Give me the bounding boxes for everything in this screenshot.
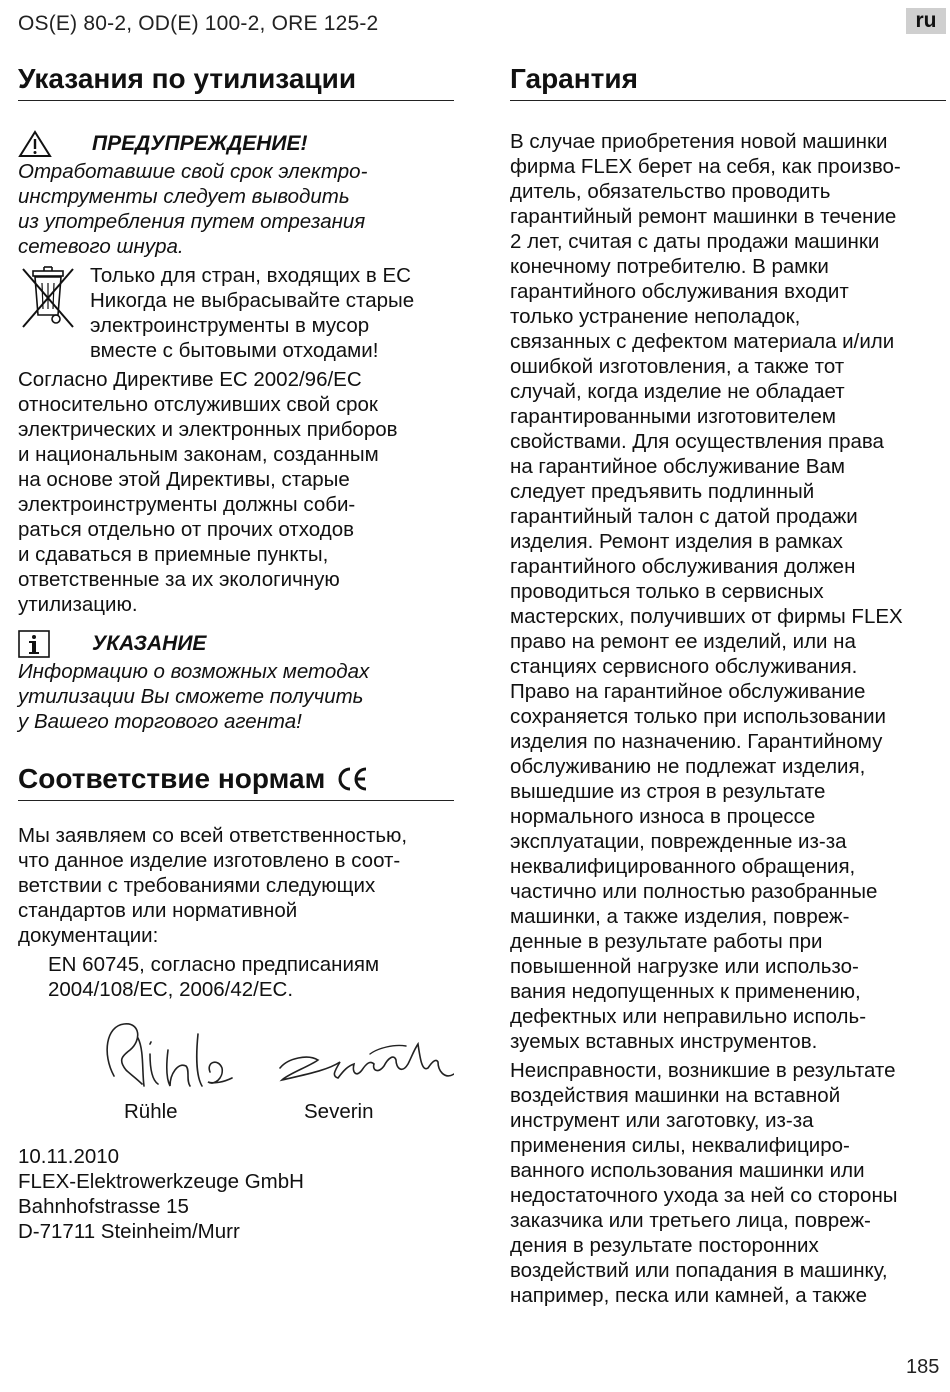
text-line: дитель, обязательство проводить (510, 180, 831, 203)
text-line: документации: (18, 924, 159, 947)
text-line: 2004/108/EC, 2006/42/EC. (48, 978, 294, 1001)
text-line: сохраняется только при использовании (510, 705, 886, 728)
text-line: воздействий или попадания в машинку, (510, 1259, 888, 1282)
text-line: из употребления путем отрезания (18, 210, 366, 233)
info-icon (18, 630, 52, 658)
text-line: Информацию о возможных методах (18, 660, 370, 683)
text-line: денные в результате работы при (510, 930, 823, 953)
text-line: Отработавшие свой срок электро- (18, 160, 368, 183)
text-line: проводиться только в сервисных (510, 580, 824, 603)
text-line: гарантированными изготовителем (510, 405, 836, 428)
right-column (510, 60, 946, 1308)
note-text (18, 659, 454, 734)
disposal-section-title: Указания по утилизации (18, 60, 454, 101)
warning-triangle-icon (18, 130, 52, 158)
note-callout-header (18, 629, 454, 659)
text-line: и национальным законам, созданным (18, 443, 379, 466)
text-line: нормального износа в процессе (510, 805, 816, 828)
text-line: вместе с бытовыми отходами! (90, 339, 379, 362)
text-line: воздействия машинки на вставной (510, 1084, 841, 1107)
text-line: 2 лет, считая с даты продажи машинки (510, 230, 880, 253)
text-line: свойствами. Для осуществления права (510, 430, 884, 453)
text-line: D-71711 Steinheim/Murr (18, 1220, 240, 1243)
warranty-paragraph-1 (510, 129, 946, 1054)
text-line: утилизации Вы сможете получить (18, 685, 364, 708)
text-line: дения в результате посторонних (510, 1234, 819, 1257)
text-line: сетевого шнура. (18, 235, 184, 258)
text-line: электроинструменты должны соби- (18, 493, 356, 516)
text-line: электроинструменты в мусор (90, 314, 370, 337)
text-line: Только для стран, входящих в ЕС (90, 264, 411, 287)
text-line: недостаточного ухода за ней со стороны (510, 1184, 898, 1207)
language-badge: ru (906, 8, 946, 34)
text-line: гарантийный талон с датой продажи (510, 505, 858, 528)
text-line: на гарантийное обслуживание Вам (510, 455, 845, 478)
document-model-header: OS(E) 80-2, OD(E) 100-2, ORE 125-2 (18, 12, 379, 35)
text-line: станциях сервисного обслуживания. (510, 655, 858, 678)
text-line: зуемых вставных инструментов. (510, 1030, 818, 1053)
text-line: частично или полностью разобранные (510, 880, 878, 903)
text-line: что данное изделие изготовлено в соот- (18, 849, 401, 872)
text-line: фирма FLEX берет на себя, как произво- (510, 155, 901, 178)
weee-notice (18, 263, 454, 363)
text-line: связанных с дефектом материала и/или (510, 330, 895, 353)
text-line: вания недопущенных к применению, (510, 980, 861, 1003)
text-line: и сдаваться в приемные пункты, (18, 543, 329, 566)
text-line: заказчика или третьего лица, повреж- (510, 1209, 871, 1232)
text-line: ошибкой изготовления, а также тот (510, 355, 845, 378)
text-line: эксплуатации, поврежденные из-за (510, 830, 847, 853)
text-line: вышедшие из строя в результате (510, 780, 826, 803)
text-line: Согласно Директиве ЕС 2002/96/ЕС (18, 368, 362, 391)
text-line: гарантийного обслуживания должен (510, 555, 856, 578)
text-line: ветствии с требованиями следующих (18, 874, 376, 897)
left-column (18, 60, 454, 1244)
text-line: Никогда не выбрасывайте старые (90, 289, 415, 312)
text-line: Право на гарантийное обслуживание (510, 680, 866, 703)
text-line: право на ремонт ее изделий, или на (510, 630, 856, 653)
text-line: следует предъявить подлинный (510, 480, 815, 503)
text-line: гарантийного обслуживания входит (510, 280, 849, 303)
page-number: 185 (906, 1356, 940, 1378)
text-line: гарантийный ремонт машинки в течение (510, 205, 897, 228)
text-line: Неисправности, возникшие в результате (510, 1059, 896, 1082)
text-line: Bahnhofstrasse 15 (18, 1195, 189, 1218)
text-line: изделия. Ремонт изделия в рамках (510, 530, 843, 553)
text-line: у Вашего торгового агента! (18, 710, 302, 733)
declaration-date: 10.11.2010 (18, 1145, 120, 1168)
text-line: инструмент или заготовку, из-за (510, 1109, 814, 1132)
text-line: конечному потребителю. В рамки (510, 255, 829, 278)
text-line: инструменты следует выводить (18, 185, 350, 208)
directive-text (18, 367, 454, 617)
ce-mark-icon (335, 766, 369, 792)
text-line: ванного использования машинки или (510, 1159, 865, 1182)
warning-text (18, 159, 454, 259)
warning-title: ПРЕДУПРЕЖДЕНИЕ! (92, 132, 308, 155)
signatory-name: Rühle (124, 1100, 178, 1123)
conformity-section-title (18, 760, 454, 801)
weee-text (90, 263, 414, 363)
text-line: утилизацию. (18, 593, 138, 616)
text-line: электрических и электронных приборов (18, 418, 398, 441)
text-line: повышенной нагрузке или использо- (510, 955, 859, 978)
text-line: стандартов или нормативной (18, 899, 298, 922)
text-line: относительно отслуживших свой срок (18, 393, 378, 416)
text-line: неквалифицированного обращения, (510, 855, 856, 878)
warranty-section-title: Гарантия (510, 60, 946, 101)
warranty-paragraph-2 (510, 1058, 946, 1308)
text-line: В случае приобретения новой машинки (510, 130, 888, 153)
text-line: применения силы, неквалифициро- (510, 1134, 850, 1157)
text-line: FLEX-Elektrowerkzeuge GmbH (18, 1170, 304, 1193)
note-title: УКАЗАНИЕ (92, 632, 207, 655)
text-line: Мы заявляем со всей ответственностью, (18, 824, 408, 847)
text-line: дефектных или неправильно исполь- (510, 1005, 867, 1028)
text-line: на основе этой Директивы, старые (18, 468, 350, 491)
text-line: обслуживанию не подлежат изделия, (510, 755, 866, 778)
text-line: только устранение неполадок, (510, 305, 801, 328)
text-line: мастерских, получивших от фирмы FLEX (510, 605, 903, 628)
text-line: машинки, а также изделия, повреж- (510, 905, 850, 928)
text-line: ответственные за их экологичную (18, 568, 340, 591)
text-line: изделия по назначению. Гарантийному (510, 730, 883, 753)
text-line: EN 60745, согласно предписаниям (48, 953, 380, 976)
signatory-name: Severin (304, 1100, 374, 1123)
conformity-title-text: Соответствие нормам (18, 763, 326, 794)
company-address (18, 1144, 454, 1244)
text-line: например, песка или камней, а также (510, 1284, 868, 1307)
handwritten-signatures (18, 1014, 454, 1100)
signature-block (18, 1014, 454, 1124)
crossed-out-wheelie-bin-icon (18, 263, 78, 331)
warning-callout-header (18, 129, 454, 159)
text-line: раться отдельно от прочих отходов (18, 518, 354, 541)
standards-list (18, 952, 454, 1002)
text-line: случай, когда изделие не обладает (510, 380, 845, 403)
conformity-intro (18, 823, 454, 948)
